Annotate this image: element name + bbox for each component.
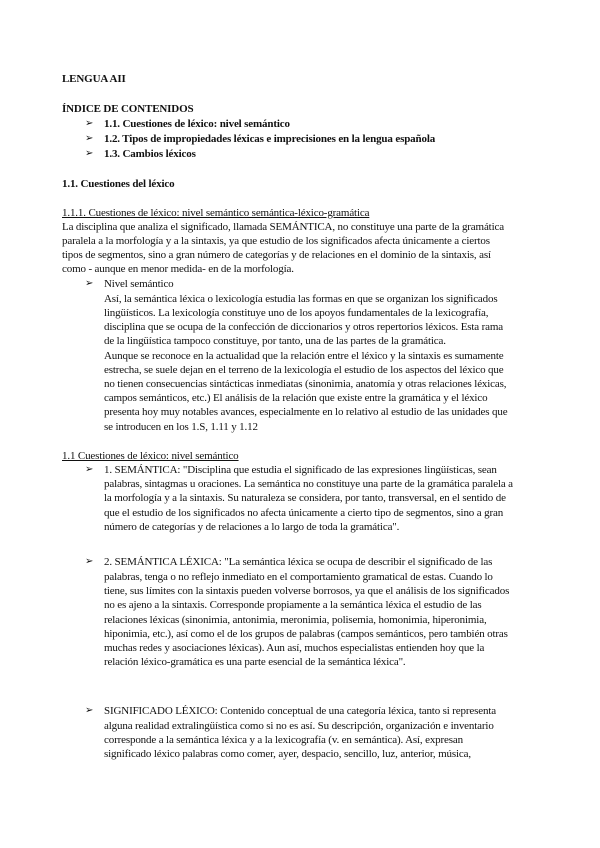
bullet-line: SIGNIFICADO LÉXICO: Contenido conceptual de una categoría léxica, tanto si representa [104,705,496,717]
paragraph-line: paralela a la morfología y a la sintaxis, ya que estudio de los significados afecta únicamente a ciertos [62,235,490,247]
index-item: 1.1. Cuestiones de léxico: nivel semántico [104,118,290,130]
bullet-line: disciplina que se ocupa de la confección de diccionarios y otros repertorios léxicos. Esta rama [104,321,504,333]
bullet-line: número de categorías y de relaciones a lo largo de toda la gramática". [104,521,400,533]
bullet-line: de la lingüística tampoco constituye, por tanto, una de las partes de la gramática. [104,335,446,347]
bullet-line: lingüísticos. La lexicología constituye uno de los apoyos fundamentales de la lexicografía, [104,307,489,319]
arrow-bullet-icon: ➢ [85,705,94,716]
bullet-line: significado léxico palabras como comer, ayer, despacio, sencillo, luz, anterior, música, [104,748,471,760]
bullet-line: no tienen consecuencias sintácticas inmediatas (sinonimia, anatomía y otras relaciones léxicas, [104,378,507,390]
arrow-bullet-icon: ➢ [85,118,94,129]
bullet-line: 1. SEMÁNTICA: "Disciplina que estudia el significado de las expresiones lingüísticas, sean [104,464,497,476]
doc-title: LENGUA AII [62,73,126,85]
bullet-line: la morfología y a la sintaxis. Su naturaleza se considera, por tanto, transversal, en el sentido de [104,492,506,504]
bullet-line: relaciones léxicas (sinonimia, antonimia, meronimia, polisemia, homonimia, hiperonimia, [104,614,487,626]
index-heading: ÍNDICE DE CONTENIDOS [62,103,194,115]
bullet-line: palabras, tenga o no reflejo inmediato en el comportamiento gramatical de estas. Cuando lo [104,571,493,583]
arrow-bullet-icon: ➢ [85,133,94,144]
arrow-bullet-icon: ➢ [85,464,94,475]
paragraph-line: tipos de segmentos, sino a gran número de categorías y de relaciones en el dominio de la sintaxis, así [62,249,491,261]
bullet-line: se introducen en los 1.S, 1.11 y 1.12 [104,421,258,433]
bullet-line: alguna realidad extralingüística como si no es así. Su descripción, organización e inventario [104,720,494,732]
bullet-line: campos semánticos, etc.) El análisis de la relación que existe entre la gramática y el léxico [104,392,488,404]
bullet-line: tiene, sus límites con la sintaxis pueden volverse borrosos, ya que el análisis de los significados [104,585,510,597]
arrow-bullet-icon: ➢ [85,148,94,159]
bullet-line: presenta hoy muy notables avances, especialmente en lo relativo al estudio de las unidades que [104,406,508,418]
bullet-line: Aunque se reconoce en la actualidad que la relación entre el léxico y la sintaxis es sumamente [104,350,504,362]
subsection-heading: 1.1 Cuestiones de léxico: nivel semántico [62,450,239,462]
bullet-line: hiponimia, etc.), así como el de los grupos de palabras (campos semánticos, pero también otras [104,628,508,640]
arrow-bullet-icon: ➢ [85,278,94,289]
bullet-line: Así, la semántica léxica o lexicología estudia las formas en que se organizan los significados [104,293,498,305]
arrow-bullet-icon: ➢ [85,556,94,567]
bullet-label: Nivel semántico [104,278,174,290]
subsection-heading: 1.1.1. Cuestiones de léxico: nivel semántico semántica-léxico-gramática [62,207,370,219]
bullet-line: corresponde a la semántica léxica y a la lexicografía (v. en semántica). Así, expresan [104,734,463,746]
index-item: 1.2. Tipos de impropiedades léxicas e imprecisiones en la lengua española [104,133,436,145]
section-heading: 1.1. Cuestiones del léxico [62,178,175,190]
bullet-line: muchas redes y asociaciones léxicas). Aun así, muchos especialistas entienden hoy que la [104,642,485,654]
bullet-line: que el estudio de los significados no afecta únicamente a cierto tipo de segmentos, sino a gran [104,507,504,519]
bullet-line: estrecha, se suele dejan en el terreno de la lexicología el estudio de los aspectos del léxico que [104,364,504,376]
bullet-line: palabras, sintagmas u oraciones. La semántica no constituye una parte de la gramática paralela a [104,478,513,490]
paragraph-line: como - aunque en menor medida- en de la morfología. [62,263,294,275]
bullet-line: no es ajeno a la sintaxis. Corresponde propiamente a la semántica léxica el estudio de las [104,599,482,611]
index-item: 1.3. Cambios léxicos [104,148,196,160]
bullet-line: relación léxico-gramática es una parte esencial de la semántica léxica". [104,656,406,668]
bullet-line: 2. SEMÁNTICA LÉXICA: "La semántica léxica se ocupa de describir el significado de las [104,556,493,568]
paragraph-line: La disciplina que analiza el significado, llamada SEMÁNTICA, no constituye una parte de la gramática [62,221,504,233]
